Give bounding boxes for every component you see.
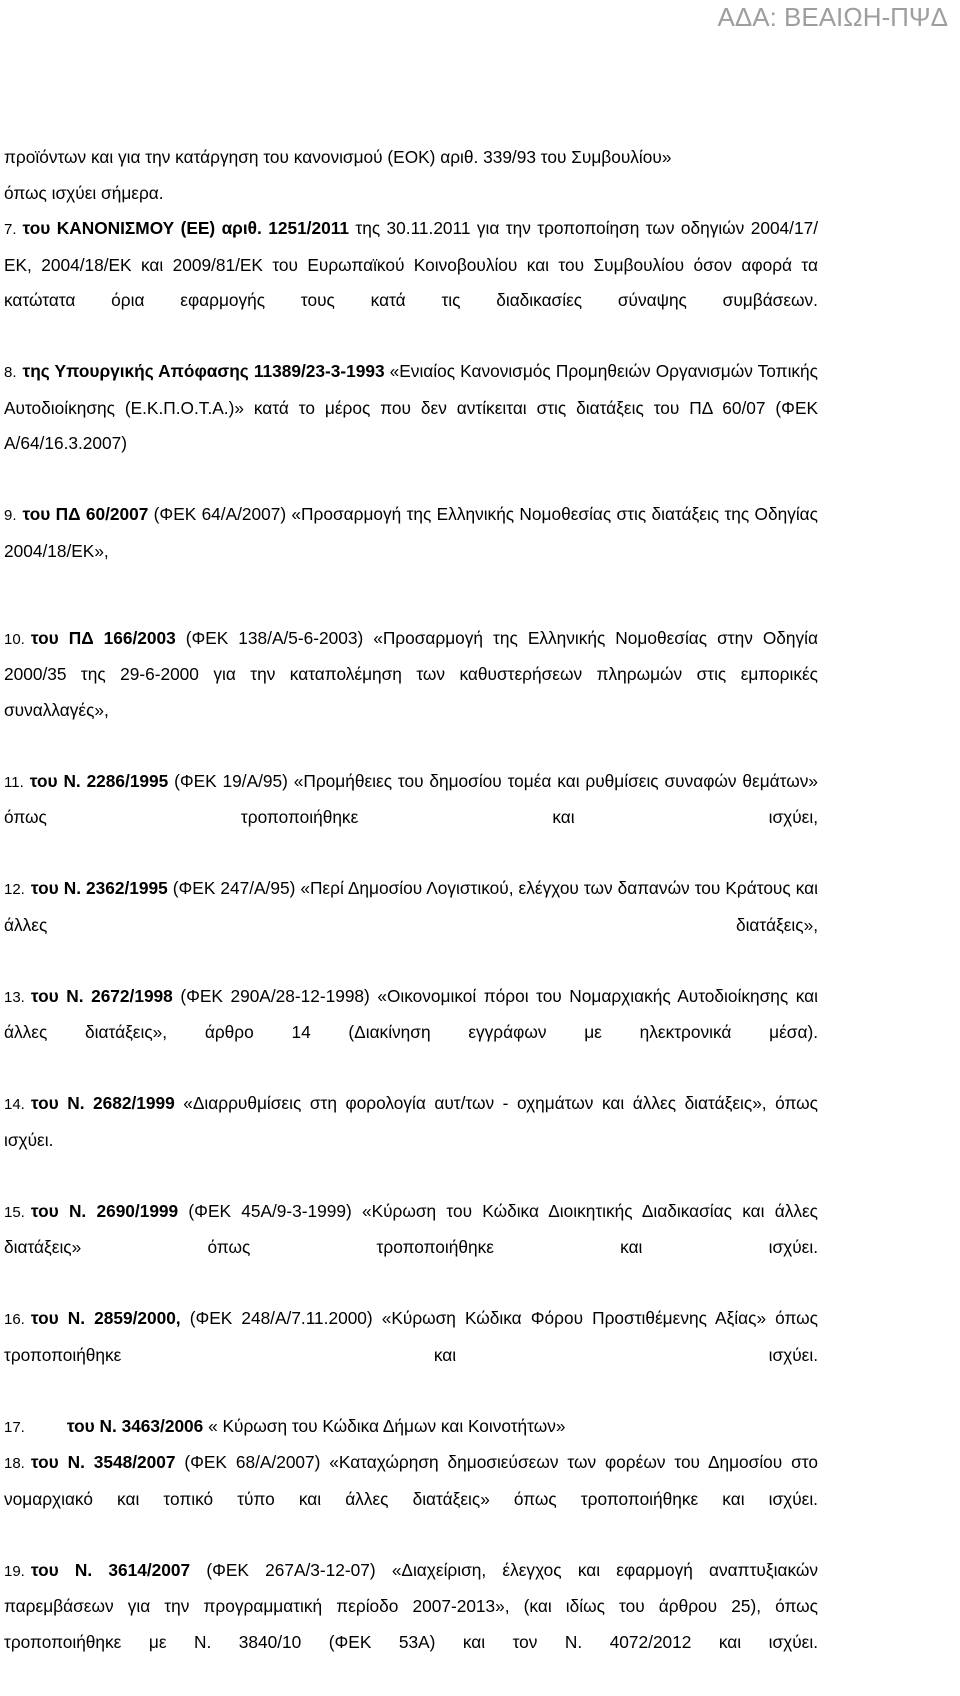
list-item: [4, 764, 818, 872]
item-reference: του Ν. 2690/1999: [30, 1200, 179, 1221]
item-reference: του Ν. 2682/1999: [30, 1093, 175, 1113]
list-item: [4, 1409, 818, 1446]
item-number: 11.: [4, 773, 24, 791]
item-number: 14.: [4, 1096, 25, 1113]
list-item: [4, 1445, 818, 1553]
item-text: (ΦΕΚ 138/Α/5-6-2003) «Προσαρμογή της Ελληνικής Νομοθεσίας στην Οδηγία 2000/35 της 29-6-2000 για την καταπολέμηση των καθυστερήσεων πληρωμών στις εμπορικές συναλλαγές»,: [4, 627, 818, 720]
item-reference: του Ν. 2286/1995: [29, 770, 169, 791]
item-text: (ΦΕΚ 290Α/28-12-1998) «Οικονομικοί πόροι του Νομαρχιακής Αυτοδιοίκησης και άλλες διατάξεις», άρθρο 14 (Διακίνηση εγγράφων με ηλεκτρονικά μέσα).: [4, 985, 818, 1042]
list-item: [4, 1553, 818, 1696]
spacer: [4, 605, 818, 621]
item-reference: του Ν. 2362/1995: [30, 878, 168, 898]
item-number: 10.: [4, 630, 25, 648]
item-number: 15.: [4, 1203, 25, 1221]
item-number: 17.: [4, 1418, 25, 1436]
item-number: 19.: [4, 1562, 25, 1580]
list-item: [4, 979, 818, 1087]
item-number: 16.: [4, 1311, 25, 1328]
list-item: [4, 497, 818, 605]
item-reference: του Ν. 3463/2006: [66, 1415, 204, 1436]
item-reference: του Ν. 2672/1998: [30, 985, 173, 1006]
item-text: (ΦΕΚ 247/Α/95) «Περί Δημοσίου Λογιστικού, ελέγχου των δαπανών του Κράτους και άλλες διατάξεις»,: [4, 878, 818, 935]
document-body: [4, 140, 818, 1696]
item-text: « Κύρωση του Κώδικα Δήμων και Κοινοτήτων»: [203, 1415, 566, 1436]
item-text: «Ενιαίος Κανονισμός Προμηθειών Οργανισμών Τοπικής Αυτοδιοίκησης (Ε.Κ.Π.Ο.Τ.Α.)» κατά το μέρος που δεν αντίκειται στις διατάξεις του ΠΔ 60/07 (ΦΕΚ Α/64/16.3.2007): [4, 361, 818, 453]
list-item: [4, 211, 818, 354]
text-line: όπως ισχύει σήμερα.: [4, 182, 164, 203]
list-item: [4, 1301, 818, 1409]
item-reference: της Υπουργικής Απόφασης 11389/23-3-1993: [22, 361, 385, 381]
item-reference: του Ν. 3548/2007: [30, 1452, 176, 1472]
item-number: 18.: [4, 1455, 25, 1472]
item-reference: του ΚΑΝΟΝΙΣΜΟΥ (ΕΕ) αριθ. 1251/2011: [22, 218, 349, 238]
item-number: 9.: [4, 507, 17, 524]
item-text: «Διαρρυθμίσεις στη φορολογία αυτ/των - οχημάτων και άλλες διατάξεις», όπως ισχύει.: [4, 1093, 818, 1150]
ada-stamp: ΑΔΑ: ΒΕΑΙΩΗ-ΠΨΔ: [717, 2, 948, 32]
list-item: [4, 871, 818, 979]
text-line: προϊόντων και για την κατάργηση του κανονισμού (ΕΟΚ) αριθ. 339/93 του Συμβουλίου»: [4, 147, 672, 167]
item-text: (ΦΕΚ 248/Α/7.11.2000) «Κύρωση Κώδικα Φόρου Προστιθέμενης Αξίας» όπως τροποποιήθηκε και ισχύει.: [4, 1308, 818, 1365]
item-text: (ΦΕΚ 64/Α/2007) «Προσαρμογή της Ελληνικής Νομοθεσίας στις διατάξεις της Οδηγίας 2004/18/ΕΚ»,: [4, 504, 818, 561]
list-item: [4, 354, 818, 497]
item-number: 12.: [4, 881, 25, 898]
item-text: (ΦΕΚ 68/Α/2007) «Καταχώρηση δημοσιεύσεων των φορέων του Δημοσίου στο νομαρχιακό και τοπικό τύπο και άλλες διατάξεις» όπως τροποποιήθηκε και ισχύει.: [4, 1452, 818, 1509]
continuation-paragraph: [4, 140, 818, 211]
item-number: 7.: [4, 221, 17, 238]
item-reference: του Ν. 3614/2007: [30, 1559, 191, 1580]
list-item: [4, 1086, 818, 1194]
item-number: 8.: [4, 364, 17, 381]
item-reference: του Ν. 2859/2000,: [30, 1308, 181, 1328]
item-reference: του ΠΔ 166/2003: [30, 627, 176, 648]
item-text: της 30.11.2011 για την τροποποίηση των οδηγιών 2004/17/ΕΚ, 2004/18/ΕΚ και 2009/81/ΕΚ του Ευρωπαϊκού Κοινοβουλίου και του Συμβουλίου όσον αφορά τα κατώτατα όρια εφαρμογής τους κατά τις διαδικασίες σύναψης συμβάσεων.: [4, 218, 818, 310]
list-item: [4, 1194, 818, 1302]
item-number: 13.: [4, 988, 25, 1006]
item-text: (ΦΕΚ 267Α/3-12-07) «Διαχείριση, έλεγχος και εφαρμογή αναπτυξιακών παρεμβάσεων για την προγραμματική περίοδο 2007-2013», (και ιδίως του άρθρου 25), όπως τροποποιήθηκε με Ν. 3840/10 (ΦΕΚ 53Α) και τον Ν. 4072/2012 και ισχύει.: [4, 1559, 819, 1652]
item-text: (ΦΕΚ 45Α/9-3-1999) «Κύρωση του Κώδικα Διοικητικής Διαδικασίας και άλλες διατάξεις» όπως τροποποιήθηκε και ισχύει.: [4, 1200, 819, 1257]
list-item: [4, 621, 818, 764]
item-reference: του ΠΔ 60/2007: [22, 504, 149, 524]
item-text: (ΦΕΚ 19/Α/95) «Προμήθειες του δημοσίου τομέα και ρυθμίσεις συναφών θεμάτων» όπως τροποποιήθηκε και ισχύει,: [4, 770, 818, 827]
